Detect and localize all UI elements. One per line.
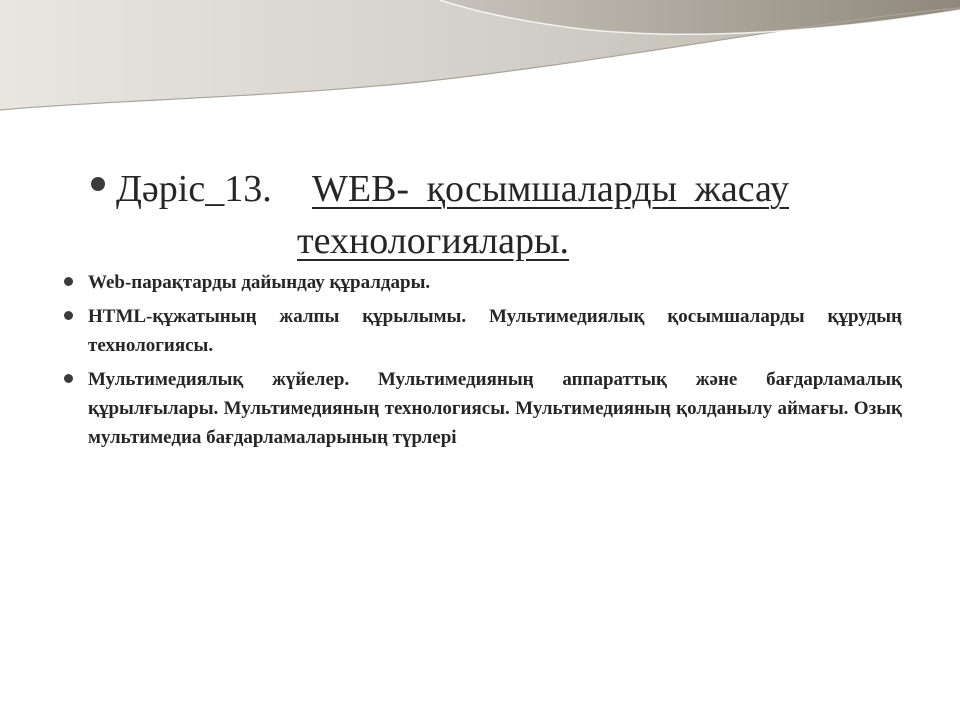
bullet-item — [62, 365, 902, 452]
bullet-text: HTML-құжатының жалпы құрылымы. Мультимедиялық қосымшаларды құрудың технологиясы. — [88, 306, 902, 356]
title-bullet-icon — [91, 177, 105, 191]
bullet-list — [62, 268, 902, 457]
title-line-1 — [116, 163, 789, 215]
bullet-item — [62, 302, 902, 360]
bullet-item — [62, 268, 902, 297]
title-main-line-1: WEB- қосымшаларды жасау — [312, 168, 789, 210]
title-prefix: Дәріс_13. — [116, 168, 272, 210]
bullet-icon — [64, 374, 73, 383]
bullet-icon — [64, 311, 73, 320]
bullet-text: Web-парақтарды дайындау құралдары. — [88, 272, 431, 293]
bullet-text: Мультимедиялық жүйелер. Мультимедияның аппараттық және бағдарламалық құрылғылары. Мультимедияның технологиясы. Мультимедияның қолданылу аймағы. Озық мультимедиа бағдарламаларының түрлері — [88, 369, 902, 448]
title-main-line-2: технологиялары. — [297, 220, 570, 262]
bullet-icon — [64, 277, 73, 286]
